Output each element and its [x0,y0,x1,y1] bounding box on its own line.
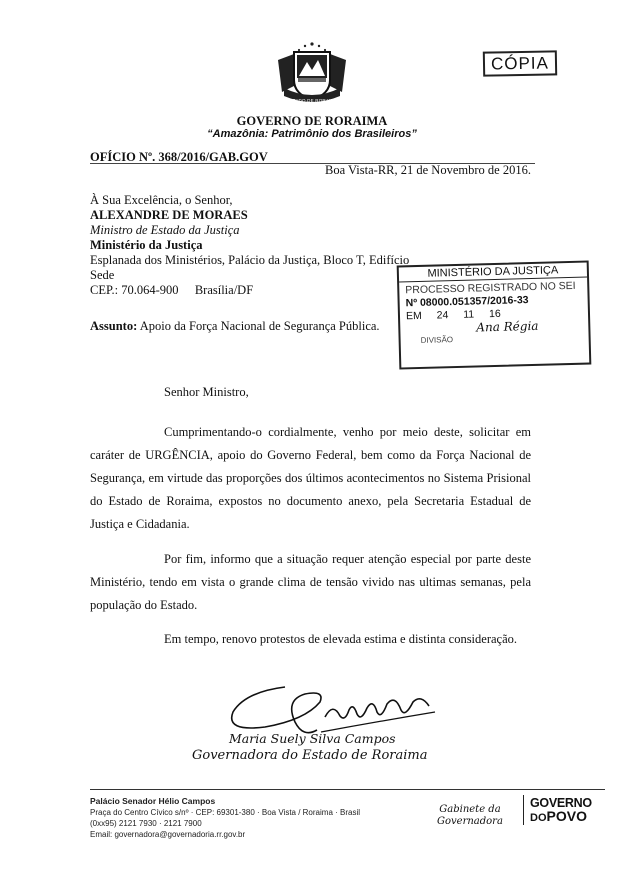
subject-label: Assunto: [90,319,138,333]
oficio-number: OFÍCIO Nº. 368/2016/GAB.GOV [90,150,268,164]
state-seal [272,40,352,106]
recipient-title: Ministro de Estado da Justiça [90,223,240,237]
stamp-line1: PROCESSO REGISTRADO NO SEI [405,279,576,297]
recipient-address: Esplanada dos Ministérios, Palácio da Justiça, Bloco T, Edifício Sede [90,253,410,282]
logo-do: DO [530,812,547,824]
footer-divider [90,789,605,790]
logo-governo: GOVERNO [530,796,592,810]
government-title: GOVERNO DE RORAIMA [236,114,388,128]
footer-email: Email: governadora@governadoria.rr.gov.br [90,830,246,839]
footer-gabinete [437,804,503,828]
stamp-title: MINISTÉRIO DA JUSTIÇA [399,263,587,283]
seal-text: ESTADO DE RORAIMA [286,98,338,103]
seal-icon [272,40,352,106]
greeting: Senhor Ministro, [164,385,249,399]
recipient-salutation: À Sua Excelência, o Senhor, [90,193,233,207]
subject-line [90,319,380,334]
signature-name: Maria Suely Silva Campos [229,731,396,746]
recipient-city: Brasília/DF [194,283,254,297]
signature-role: Governadora do Estado de Roraima [192,748,428,763]
recipient-cep-line [90,283,430,298]
paragraph-3: Em tempo, renovo protestos de elevada estima e distinta consideração. [164,632,518,646]
stamp-line4: DIVISÃO [420,335,454,345]
footer-gabinete-line1: Gabinete da [439,804,501,815]
registry-stamp [397,261,592,370]
footer-phone: (0xx95) 2121 7930 · 2121 7900 [90,819,202,828]
footer-building: Palácio Senador Hélio Campos [90,796,216,806]
subject-text: Apoio da Força Nacional de Segurança Pública. [139,319,380,333]
footer-gabinete-line2: Governadora [437,816,503,827]
governo-do-povo-logo [530,797,592,825]
recipient-organization: Ministério da Justiça [90,238,203,252]
stamp-handwritten: Ana Régia [476,318,539,335]
paragraph-2: Por fim, informo que a situação requer atenção especial por parte deste Ministério, tendo em vista o grande clima de tensão vivido nas ultimas semanas, pela população do Estado. [90,552,531,612]
recipient-cep: CEP.: 70.064-900 [90,283,179,297]
government-motto: “Amazônia: Patrimônio dos Brasileiros” [207,128,417,140]
footer-contact [90,796,390,840]
footer-address: Praça do Centro Cívico s/nº · CEP: 69301-380 · Boa Vista / Roraima · Brasil [90,808,360,817]
recipient-block [90,193,430,298]
paragraph-1: Cumprimentando-o cordialmente, venho por meio deste, solicitar em caráter de URGÊNCIA, apoio do Governo Federal, bem como da Força Nacional de Segurança, em virtude das proporções dos últimos acontecimentos no Sistema Prisional do Estado de Roraima, expostos no documento anexo, pela Secretaria Estadual de Justiça e Cidadania. [90,425,531,531]
logo-povo: POVO [546,808,587,824]
stamp-line2: Nº 08000.051357/2016-33 [405,294,529,310]
footer-vertical-divider [523,795,524,825]
copy-stamp: CÓPIA [483,50,557,76]
place-date: Boa Vista-RR, 21 de Novembro de 2016. [325,163,531,177]
recipient-name: ALEXANDRE DE MORAES [90,208,248,222]
stamp-line3: EM 24 11 16 [405,307,501,323]
